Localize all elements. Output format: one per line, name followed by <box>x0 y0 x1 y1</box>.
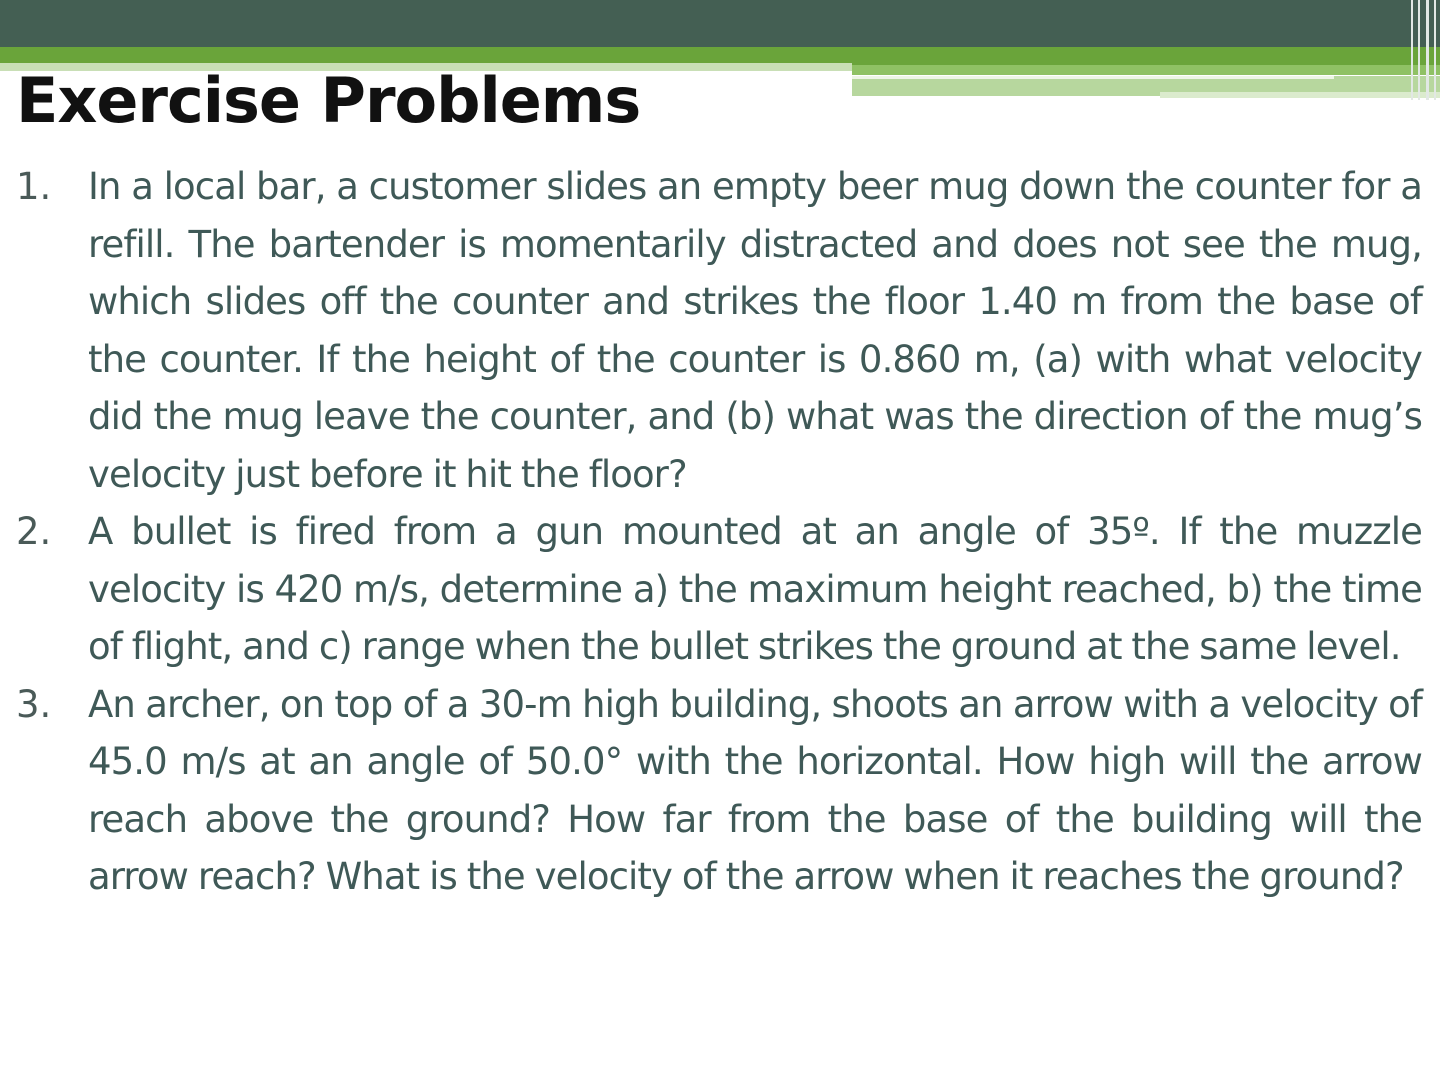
slide-title: Exercise Problems <box>16 64 641 137</box>
problem-number: 2. <box>16 510 52 553</box>
problem-number: 3. <box>16 682 52 726</box>
problem-text: An archer, on top of a 30-m high building, shoots an arrow with a velocity of 45.0 m/s at an angle of 50.0° with the horizontal. How high will the arrow reach above the ground? How far from the base of the building will the arrow reach? What is the velocity of the arrow when it reaches the ground? <box>88 682 1422 898</box>
header-vertical-line <box>1426 0 1429 100</box>
header-bar-light-right <box>852 65 1440 75</box>
problem-item <box>16 158 1422 503</box>
header-bar-dark <box>0 0 1440 47</box>
problem-text: A bullet is fired from a gun mounted at an angle of 35º. If the muzzle velocity is 420 m/s, determine a) the maximum height reached, b) the time of flight, and c) range when the bullet strikes the ground at the same level. <box>88 510 1422 668</box>
header-bar-pale-stripe <box>1160 92 1440 98</box>
problem-number: 1. <box>16 165 52 208</box>
problem-list <box>16 158 1422 906</box>
problem-item <box>16 676 1422 906</box>
problem-item <box>16 503 1422 676</box>
header-vertical-line <box>1418 0 1420 100</box>
header-vertical-line <box>1434 0 1436 100</box>
header-vertical-line <box>1411 0 1413 100</box>
header-highlight-line <box>852 76 1334 79</box>
problem-text: In a local bar, a customer slides an empty beer mug down the counter for a refill. The bartender is momentarily distracted and does not see the mug, which slides off the counter and strikes the floor 1.40 m from the base of the counter. If the height of the counter is 0.860 m, (a) with what velocity did the mug leave the counter, and (b) what was the direction of the mug’s velocity just before it hit the floor? <box>88 165 1422 496</box>
